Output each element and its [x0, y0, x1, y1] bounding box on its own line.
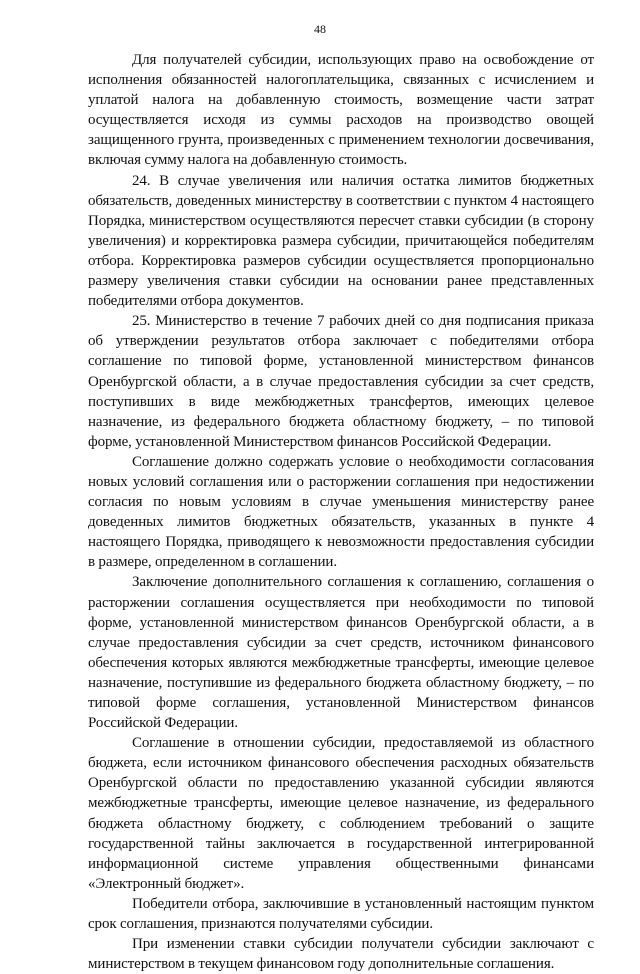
- paragraph-rate-change: При изменении ставки субсидии получатели субсидии заключают с министерством в текущем финансовом году дополнительные соглашения.: [88, 936, 594, 973]
- paragraph-25: 25. Министерство в течение 7 рабочих дней со дня подписания приказа об утверждении результатов отбора заключает с победителями отбора соглашение по типовой форме, установленной министерством финансов Оренбургской области, а в случае предоставления субсидии за счет средств, поступивших в виде межбюджетных трансфертов, имеющих целевое назначение, из федерального бюджета областному бюджету, – по типовой форме, установленной Министерством финансов Российской Федерации.: [88, 313, 594, 450]
- document-body: [88, 50, 594, 974]
- paragraph-24: 24. В случае увеличения или наличия остатка лимитов бюджетных обязательств, доведенных министерству в соответствии с пунктом 4 настоящего Порядка, министерством осуществляются пересчет ставки субсидии (в сторону увеличения) и корректировка размера субсидии, причитающейся победителям отбора. Корректировка размеров субсидии осуществляется пропорционально размеру увеличения ставки субсидии на основании ранее представленных победителями отбора документов.: [88, 172, 594, 310]
- paragraph-vat-exemption: Для получателей субсидии, использующих право на освобождение от исполнения обязанностей налогоплательщика, связанных с исчислением и уплатой налога на добавленную стоимость, возмещение части затрат осуществляется исходя из суммы расходов на производство овощей защищенного грунта, произведенных с применением технологии досвечивания, включая сумму налога на добавленную стоимость.: [88, 52, 594, 169]
- page-number: 48: [314, 22, 326, 36]
- paragraph-additional-agreement: Заключение дополнительного соглашения к соглашению, соглашения о расторжении соглашения осуществляется при необходимости по типовой форме, установленной министерством финансов Оренбургской области, а в случае предоставления субсидии за счет средств, источником финансового обеспечения которых являются межбюджетные трансферты, имеющие целевое назначение, поступившие из федерального бюджета областному бюджету, – по типовой форме соглашения, установленной Министерством финансов Российской Федерации.: [88, 574, 594, 732]
- paragraph-agreement-conditions: Соглашение должно содержать условие о необходимости согласования новых условий соглашения или о расторжении соглашения при недостижении согласия по новым условиям в случае уменьшения министерству ранее доведенных лимитов бюджетных обязательств, указанных в пункте 4 настоящего Порядка, приводящего к невозможности предоставления субсидии в размере, определенном в соглашении.: [88, 453, 594, 571]
- paragraph-electronic-budget: Соглашение в отношении субсидии, предоставляемой из областного бюджета, если источником финансового обеспечения расходных обязательств Оренбургской области по предоставлению указанной субсидии являются межбюджетные трансферты, имеющие целевое назначение, из федерального бюджета областному бюджету, с соблюдением требований о защите государственной тайны заключается в государственной интегрированной информационной системе управления общественными финансами «Электронный бюджет».: [88, 735, 594, 892]
- paragraph-recipients: Победители отбора, заключившие в установленный настоящим пунктом срок соглашения, признаются получателями субсидии.: [88, 895, 594, 933]
